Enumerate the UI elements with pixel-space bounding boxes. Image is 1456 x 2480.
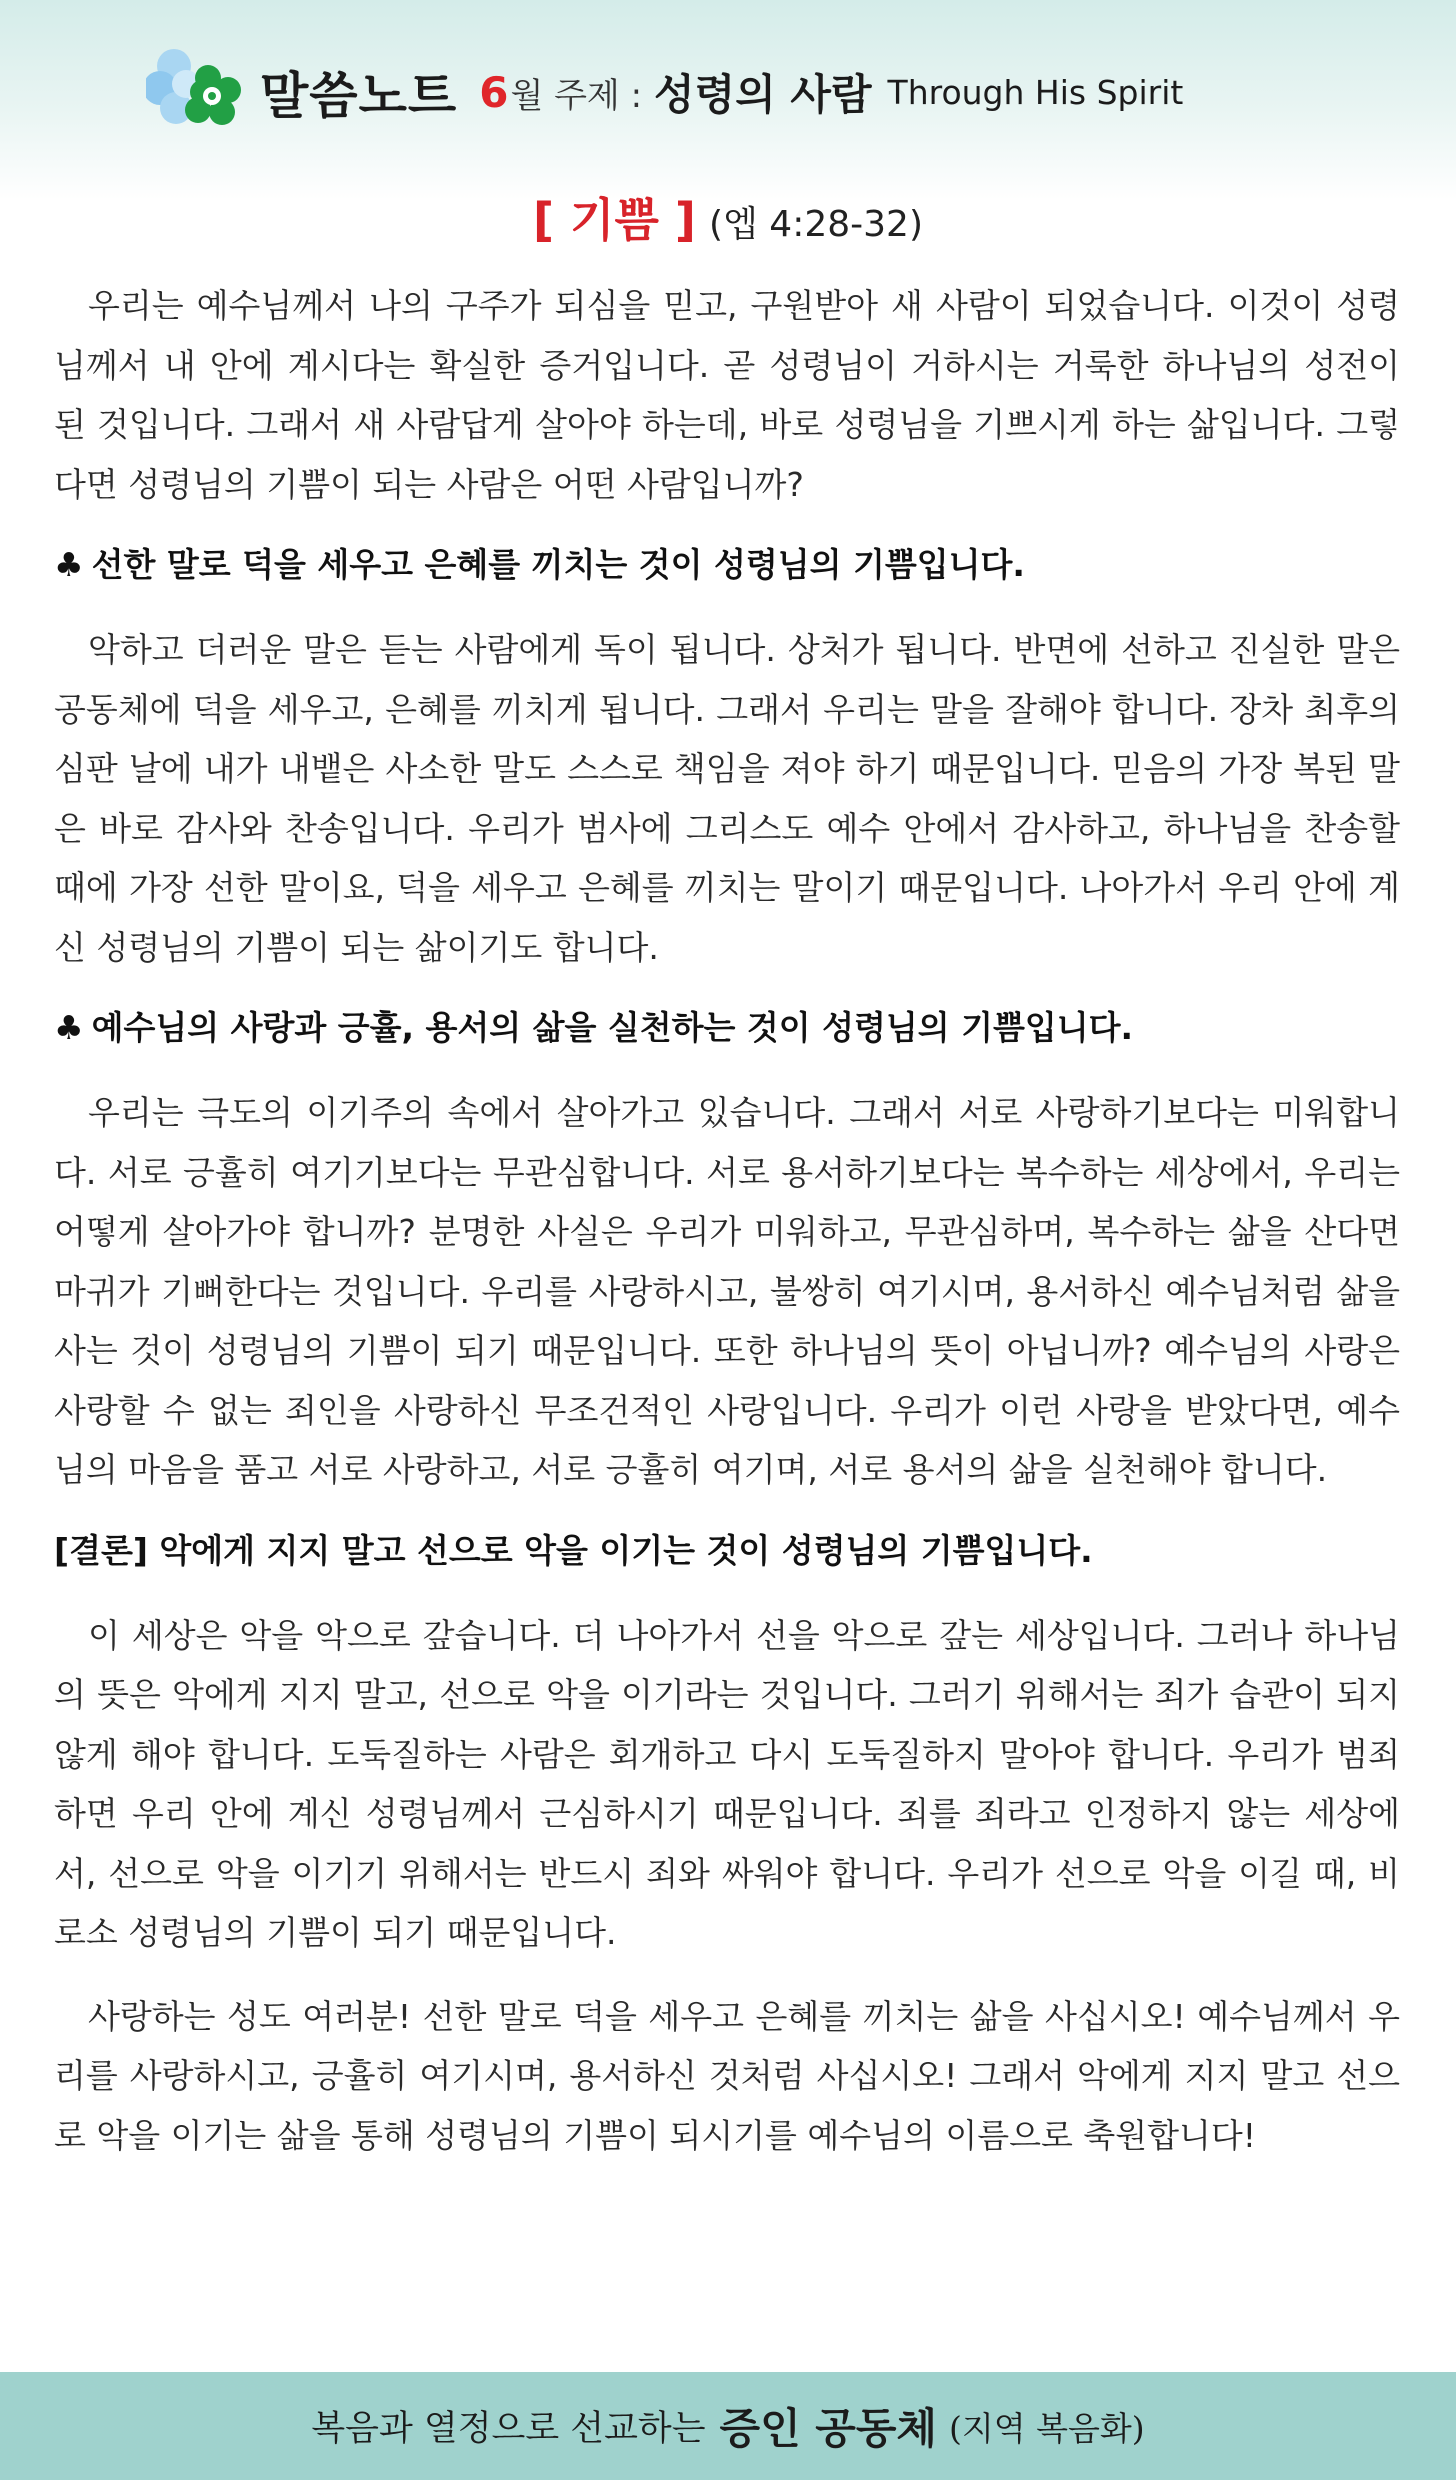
paragraph-point-1: 악하고 더러운 말은 듣는 사람에게 독이 됩니다. 상처가 됩니다. 반면에 선하고 진실한 말은 공동체에 덕을 세우고, 은혜를 끼치게 됩니다. 그래서 우리는 말을 잘해야 합니다. 장차 최후의 심판 날에 내가 내뱉은 사소한 말도 스스로 책임을 져야 하기 때문입니다. 믿음의 가장 복된 말은 바로 감사와 찬송입니다. 우리가 범사에 그리스도 예수 안에서 감사하고, 하나님을 찬송할 때에 가장 선한 말이요, 덕을 세우고 은혜를 끼치는 말이기 때문입니다. 나아가서 우리 안에 계신 성령님의 기쁨이 되는 삶이기도 합니다. <box>54 630 1400 967</box>
point-heading-1-text: 선한 말로 덕을 세우고 은혜를 끼치는 것이 성령님의 기쁨입니다. <box>91 545 1025 584</box>
point-heading-1 <box>54 538 1400 592</box>
brand-title: 말씀노트 <box>260 67 458 125</box>
paragraph-intro: 우리는 예수님께서 나의 구주가 되심을 믿고, 구원받아 새 사람이 되었습니다. 이것이 성령님께서 내 안에 계시다는 확실한 증거입니다. 곧 성령님이 거하시는 거룩한 하나님의 성전이 된 것입니다. 그래서 새 사람답게 살아야 하는데, 바로 성령님을 기쁘시게 하는 삶입니다. 그렇다면 성령님의 기쁨이 되는 사람은 어떤 사람입니까? <box>54 286 1400 504</box>
flower-logo-icon <box>146 44 246 140</box>
paragraph-point-2: 우리는 극도의 이기주의 속에서 살아가고 있습니다. 그래서 서로 사랑하기보다는 미워합니다. 서로 긍휼히 여기기보다는 무관심합니다. 서로 용서하기보다는 복수하는 세상에서, 우리는 어떻게 살아가야 합니까? 분명한 사실은 우리가 미워하고, 무관심하며, 복수하는 삶을 산다면 마귀가 기뻐한다는 것입니다. 우리를 사랑하시고, 불쌍히 여기시며, 용서하신 예수님처럼 삶을 사는 것이 성령님의 기쁨이 되기 때문입니다. 또한 하나님의 뜻이 아닙니까? 예수님의 사랑은 사랑할 수 없는 죄인을 사랑하신 무조건적인 사랑입니다. 우리가 이런 사랑을 받았다면, 예수님의 마음을 품고 서로 사랑하고, 서로 긍휼히 여기며, 서로 용서의 삶을 실천해야 합니다. <box>54 1093 1400 1489</box>
footer-community-name: 증인 공동체 <box>719 2404 937 2453</box>
theme-english: Through His Spirit <box>887 72 1184 112</box>
page-header <box>146 42 1183 142</box>
month-number: 6 <box>479 67 509 117</box>
theme-korean: 성령의 사람 <box>654 70 872 119</box>
month-theme-label: 월 주제 : <box>510 75 643 116</box>
sermon-title <box>0 184 1456 250</box>
footer-tail: (지역 복음화) <box>949 2408 1145 2448</box>
footer-lead: 복음과 열정으로 선교하는 <box>311 2409 706 2449</box>
club-icon: ♣ <box>54 1008 84 1047</box>
conclusion-heading: [결론] 악에게 지지 말고 선으로 악을 이기는 것이 성령님의 기쁨입니다. <box>54 1530 1093 1570</box>
title-keyword: [ 기쁨 ] <box>533 193 696 247</box>
club-icon: ♣ <box>54 545 84 584</box>
point-heading-2 <box>54 1001 1400 1055</box>
footer-band <box>0 2372 1456 2480</box>
paragraph-conclusion: 이 세상은 악을 악으로 갚습니다. 더 나아가서 선을 악으로 갚는 세상입니다. 그러나 하나님의 뜻은 악에게 지지 말고, 선으로 악을 이기라는 것입니다. 그러기 위해서는 죄가 습관이 되지 않게 해야 합니다. 도둑질하는 사람은 회개하고 다시 도둑질하지 말아야 합니다. 우리가 범죄 하면 우리 안에 계신 성령님께서 근심하시기 때문입니다. 죄를 죄라고 인정하지 않는 세상에서, 선으로 악을 이기기 위해서는 반드시 죄와 싸워야 합니다. 우리가 선으로 악을 이길 때, 비로소 성령님의 기쁨이 되기 때문입니다. <box>54 1615 1400 1952</box>
paragraph-closing: 사랑하는 성도 여러분! 선한 말로 덕을 세우고 은혜를 끼치는 삶을 사십시오! 예수님께서 우리를 사랑하시고, 긍휼히 여기시며, 용서하신 것처럼 사십시오! 그래서 악에게 지지 말고 선으로 악을 이기는 삶을 통해 성령님의 기쁨이 되시기를 예수님의 이름으로 축원합니다! <box>54 1996 1400 2155</box>
sermon-body <box>54 276 1400 2189</box>
scripture-reference: (엡 4:28-32) <box>709 204 923 245</box>
point-heading-2-text: 예수님의 사랑과 긍휼, 용서의 삶을 실천하는 것이 성령님의 기쁨입니다. <box>91 1008 1134 1047</box>
